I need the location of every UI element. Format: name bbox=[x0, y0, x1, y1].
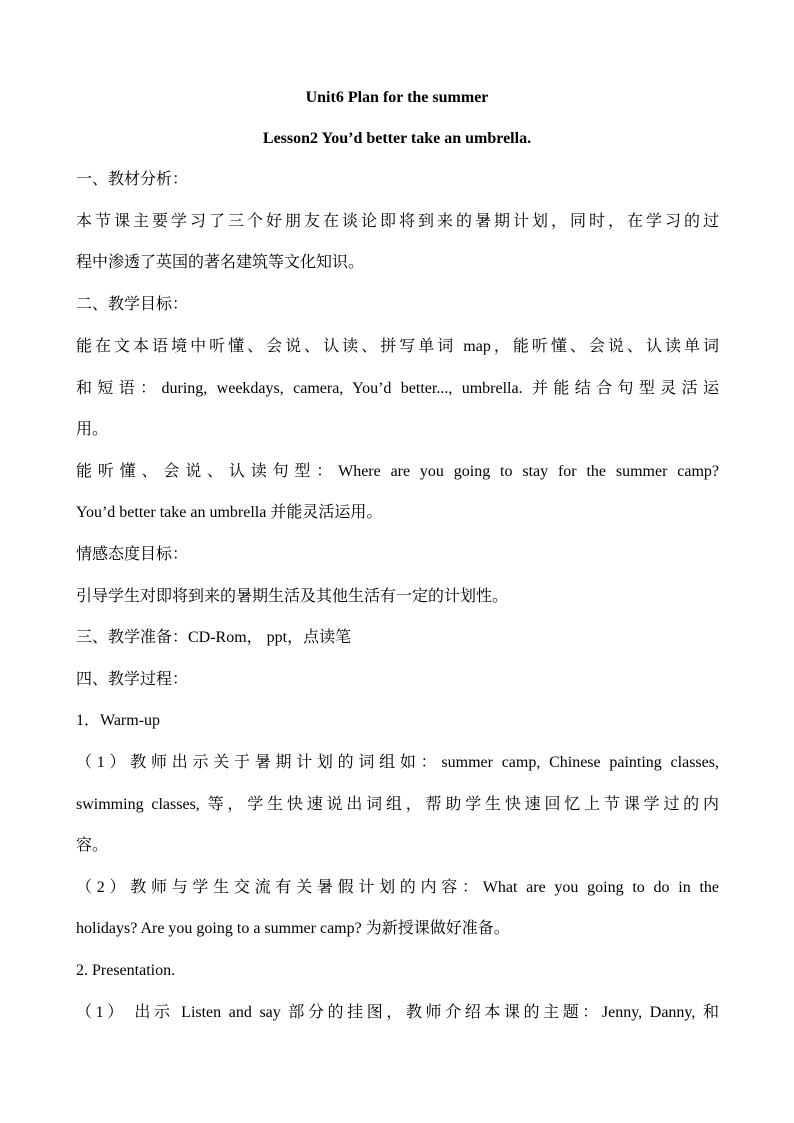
section-heading-preparation: 三、教学准备：CD-Rom， ppt，点读笔 bbox=[76, 629, 352, 646]
section-heading-material-analysis: 一、教材分析： bbox=[76, 171, 189, 188]
section-heading-teaching-goals: 二、教学目标： bbox=[76, 296, 189, 313]
paragraph-line: 和短语：during, weekdays, camera, You’d better..., umbrella. 并能结合句型灵活运 bbox=[76, 380, 719, 397]
step-heading-presentation: 2. Presentation. bbox=[76, 962, 176, 979]
paragraph-line: holidays? Are you going to a summer camp? 为新授课做好准备。 bbox=[76, 920, 510, 937]
paragraph-line: 程中渗透了英国的著名建筑等文化知识。 bbox=[76, 254, 365, 271]
paragraph-line: （2）教师与学生交流有关暑假计划的内容：What are you going to do in the bbox=[76, 879, 719, 896]
document-title: Unit6 Plan for the summer bbox=[305, 89, 489, 106]
paragraph-line: （1） 出示 Listen and say 部分的挂图，教师介绍本课的主题：Jenny, Danny, 和 bbox=[76, 1004, 719, 1021]
paragraph-line: 本节课主要学习了三个好朋友在谈论即将到来的暑期计划，同时，在学习的过 bbox=[76, 213, 719, 230]
paragraph-line: You’d better take an umbrella 并能灵活运用。 bbox=[76, 504, 383, 521]
paragraph-line: 容。 bbox=[76, 837, 109, 854]
section-heading-emotional-goals: 情感态度目标： bbox=[76, 546, 189, 563]
paragraph-line: （1）教师出示关于暑期计划的词组如：summer camp, Chinese painting classes, bbox=[76, 754, 719, 771]
section-heading-teaching-process: 四、教学过程： bbox=[76, 671, 189, 688]
document-subtitle: Lesson2 You’d better take an umbrella. bbox=[262, 130, 532, 147]
paragraph-line: 能听懂、会说、认读句型：Where are you going to stay for the summer camp? bbox=[76, 463, 719, 480]
paragraph-line: 能在文本语境中听懂、会说、认读、拼写单词 map，能听懂、会说、认读单词 bbox=[76, 338, 719, 355]
step-heading-warm-up: 1．Warm-up bbox=[76, 712, 161, 729]
paragraph-line: 引导学生对即将到来的暑期生活及其他生活有一定的计划性。 bbox=[76, 588, 509, 605]
paragraph-line: swimming classes, 等，学生快速说出词组，帮助学生快速回忆上节课学过的内 bbox=[76, 796, 719, 813]
paragraph-line: 用。 bbox=[76, 421, 109, 438]
